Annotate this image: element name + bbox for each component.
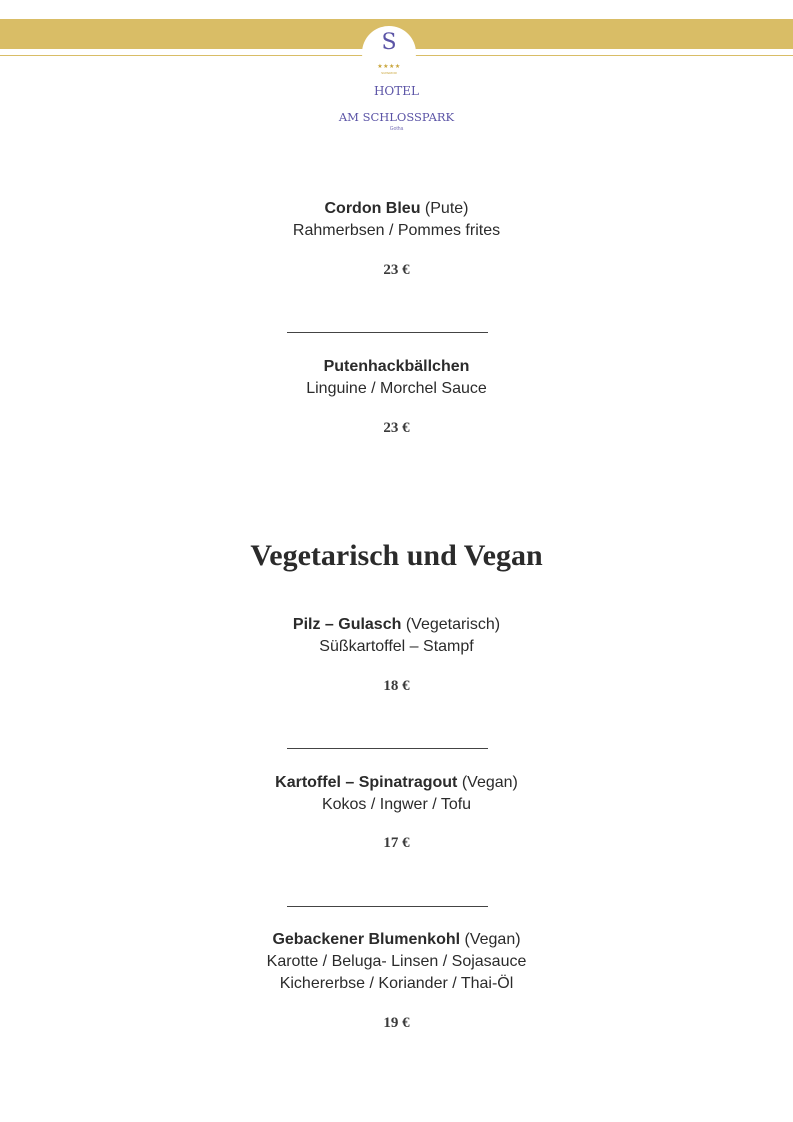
dish-name: Kartoffel – Spinatragout	[275, 774, 458, 791]
menu-divider	[287, 332, 488, 333]
hotel-logo-subtitle: SUPERIOR	[381, 71, 397, 75]
dish-name: Pilz – Gulasch	[292, 616, 402, 633]
dish-description: Rahmerbsen / Pommes frites	[292, 222, 501, 239]
dish-title	[0, 929, 793, 951]
dish-title	[0, 198, 793, 220]
menu-divider	[287, 906, 488, 907]
dish-title	[0, 614, 793, 636]
dish-price: 23 €	[383, 262, 410, 278]
hotel-name: AM SCHLOSSPARK	[338, 110, 455, 124]
dish-description: Karotte / Beluga- Linsen / Sojasauce	[266, 953, 527, 970]
dish-name: Putenhackbällchen	[323, 358, 470, 375]
dish-description: Linguine / Morchel Sauce	[306, 380, 487, 397]
dish-note: (Vegan)	[460, 931, 521, 948]
hotel-stars-icon: ★★★★	[377, 64, 401, 70]
dish-price: 17 €	[383, 835, 410, 851]
dish-price: 19 €	[383, 1015, 410, 1031]
section-title: Vegetarisch und Vegan	[250, 539, 543, 572]
dish-note: (Vegetarisch)	[401, 616, 501, 633]
dish-price: 18 €	[383, 678, 410, 694]
dish-description: Süßkartoffel – Stampf	[319, 638, 474, 655]
dish-name: Gebackener Blumenkohl	[272, 931, 461, 948]
dish-description: Kokos / Ingwer / Tofu	[321, 796, 472, 813]
dish-price: 23 €	[383, 420, 410, 436]
hotel-logo-letter: S	[381, 30, 397, 55]
hotel-city: Gotha	[389, 126, 404, 132]
menu-divider	[287, 748, 488, 749]
dish-title	[0, 356, 793, 378]
hotel-label: HOTEL	[373, 84, 420, 98]
dish-note: (Pute)	[420, 200, 469, 217]
dish-description: Kichererbse / Koriander / Thai-Öl	[279, 975, 514, 992]
dish-note: (Vegan)	[457, 774, 518, 791]
dish-name: Cordon Bleu	[324, 200, 421, 217]
dish-title	[0, 772, 793, 794]
